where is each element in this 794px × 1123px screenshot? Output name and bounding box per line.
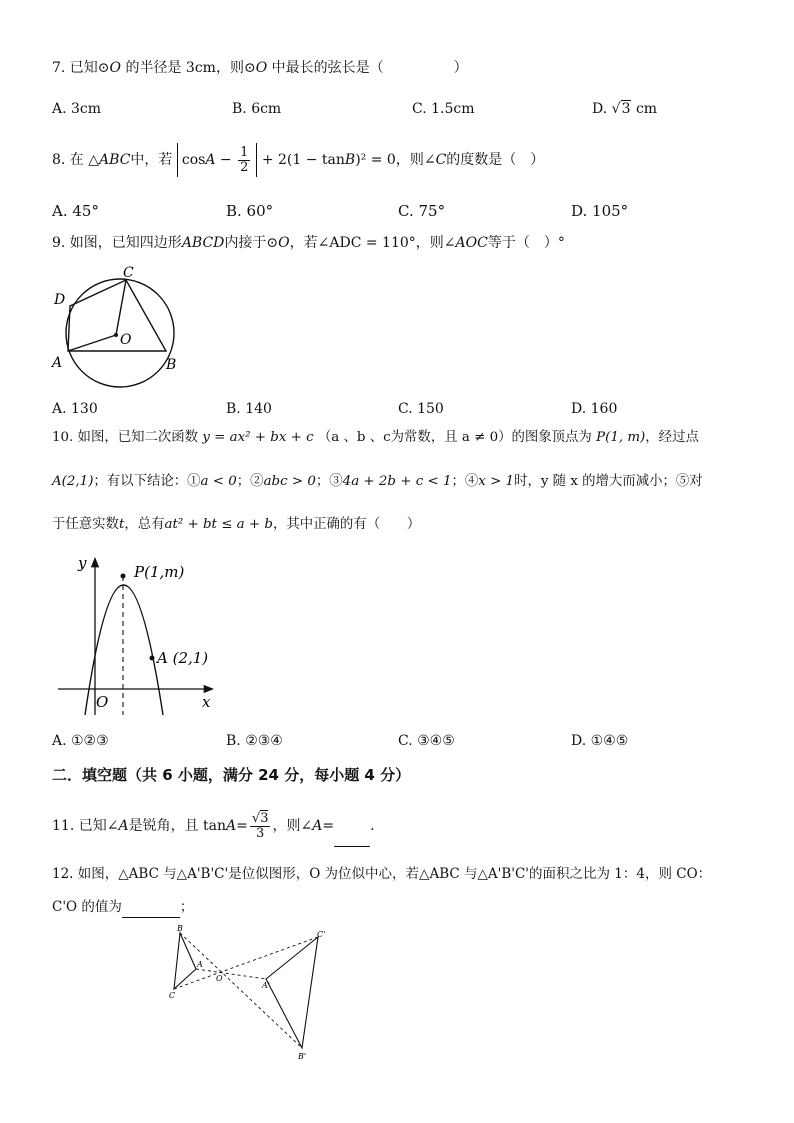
q8-option-b[interactable]: B. 60° bbox=[226, 202, 274, 220]
triangle-abc bbox=[174, 933, 196, 989]
q10-option-d[interactable]: D. ①④⑤ bbox=[571, 733, 629, 749]
q12-homothety-figure bbox=[165, 922, 340, 1064]
answer-blank[interactable] bbox=[122, 897, 180, 918]
q7-option-b[interactable]: B. 6cm bbox=[232, 101, 282, 117]
q8-option-d[interactable]: D. 105° bbox=[571, 202, 629, 220]
q7-option-d[interactable]: D. √3 cm bbox=[592, 101, 658, 117]
label-o: O bbox=[120, 332, 132, 348]
label-b: B bbox=[177, 924, 183, 933]
fraction: $\frac{√3}{3}$ bbox=[251, 810, 269, 841]
q10-line1: 10. 如图，已知二次函数 y = ax² + bx + c （a 、b 、c为常数，且 a ≠ 0）的图象顶点为 P(1, m)，经过点 bbox=[52, 430, 699, 445]
point-a bbox=[150, 656, 155, 661]
label-c: C bbox=[169, 991, 176, 1000]
q11-stem: 11. 已知∠A是锐角，且 tanA= $\frac{√3}{3}$ ，则∠A= . bbox=[52, 806, 375, 847]
vertex-point bbox=[121, 574, 126, 579]
label-x: x bbox=[202, 693, 211, 711]
q8-option-a[interactable]: A. 45° bbox=[52, 202, 99, 220]
label-a: A bbox=[197, 960, 203, 969]
center-point bbox=[114, 333, 118, 337]
segment-ao bbox=[68, 335, 116, 351]
q9-option-c[interactable]: C. 150 bbox=[398, 401, 444, 417]
label-a: A bbox=[52, 355, 63, 371]
q9-option-a[interactable]: A. 130 bbox=[52, 401, 98, 417]
label-b-prime: B' bbox=[298, 1052, 307, 1061]
label-point-a: A (2,1) bbox=[157, 649, 209, 667]
sqrt-symbol: √ bbox=[251, 810, 261, 826]
q8-stem: 8. 在 △ABC中，若 cosA − $\frac{1}{2}$ + 2(1 − tanB)² = 0，则∠C的度数是（ ） bbox=[52, 143, 544, 177]
q9-option-b[interactable]: B. 140 bbox=[226, 401, 272, 417]
fraction: $\frac{1}{2}$ bbox=[240, 144, 249, 175]
label-c-prime: C' bbox=[317, 930, 326, 939]
q12-line2: C'O 的值为 ； bbox=[52, 897, 193, 918]
q10-option-b[interactable]: B. ②③④ bbox=[226, 733, 283, 749]
q8-option-c[interactable]: C. 75° bbox=[398, 202, 446, 220]
q9-option-d[interactable]: D. 160 bbox=[571, 401, 618, 417]
absolute-value: cosA − $\frac{1}{2}$ bbox=[177, 143, 258, 177]
label-c: C bbox=[123, 265, 134, 281]
triangle-a-b-c-prime bbox=[266, 937, 318, 1048]
q9-circle-figure bbox=[48, 264, 198, 384]
label-b: B bbox=[166, 357, 177, 373]
segment-oc bbox=[116, 280, 126, 335]
q12-line1: 12. 如图，△ABC 与△A'B'C'是位似图形，O 为位似中心，若△ABC 与△A'B'C'的面积之比为 1：4，则 CO： bbox=[52, 866, 712, 882]
label-y: y bbox=[78, 554, 87, 572]
dash-c-cp bbox=[174, 937, 318, 989]
section-title: 二．填空题（共 6 小题，满分 24 分，每小题 4 分） bbox=[52, 766, 411, 784]
q7-option-a[interactable]: A. 3cm bbox=[52, 101, 102, 117]
q10-option-a[interactable]: A. ①②③ bbox=[52, 733, 109, 749]
label-a-prime: A' bbox=[262, 981, 270, 990]
label-o: O bbox=[216, 974, 223, 983]
q10-parabola-figure bbox=[56, 555, 226, 725]
label-d: D bbox=[54, 292, 66, 308]
answer-blank[interactable] bbox=[334, 806, 370, 847]
label-vertex: P(1,m) bbox=[134, 563, 185, 581]
q10-line3: 于任意实数t，总有at² + bt ≤ a + b，其中正确的有（ ） bbox=[52, 517, 421, 532]
sqrt-symbol: √3 bbox=[611, 101, 631, 117]
quad-abcd bbox=[68, 280, 166, 351]
q10-line2: A(2,1)；有以下结论：①a < 0；②abc > 0；③4a + 2b + c < 1；④x > 1时，y 随 x 的增大而减小；⑤对 bbox=[52, 474, 703, 489]
q7-stem: 7. 已知⊙O 的半径是 3cm，则⊙O 中最长的弦长是（ ） bbox=[52, 60, 468, 76]
dash-b-bp bbox=[180, 933, 302, 1048]
dash-a-ap bbox=[196, 969, 266, 979]
label-origin: O bbox=[96, 693, 109, 711]
q9-stem: 9. 如图，已知四边形ABCD内接于⊙O，若∠ADC = 110°，则∠AOC等于（ ）° bbox=[52, 235, 565, 251]
q10-option-c[interactable]: C. ③④⑤ bbox=[398, 733, 455, 749]
q7-option-c[interactable]: C. 1.5cm bbox=[412, 101, 475, 117]
